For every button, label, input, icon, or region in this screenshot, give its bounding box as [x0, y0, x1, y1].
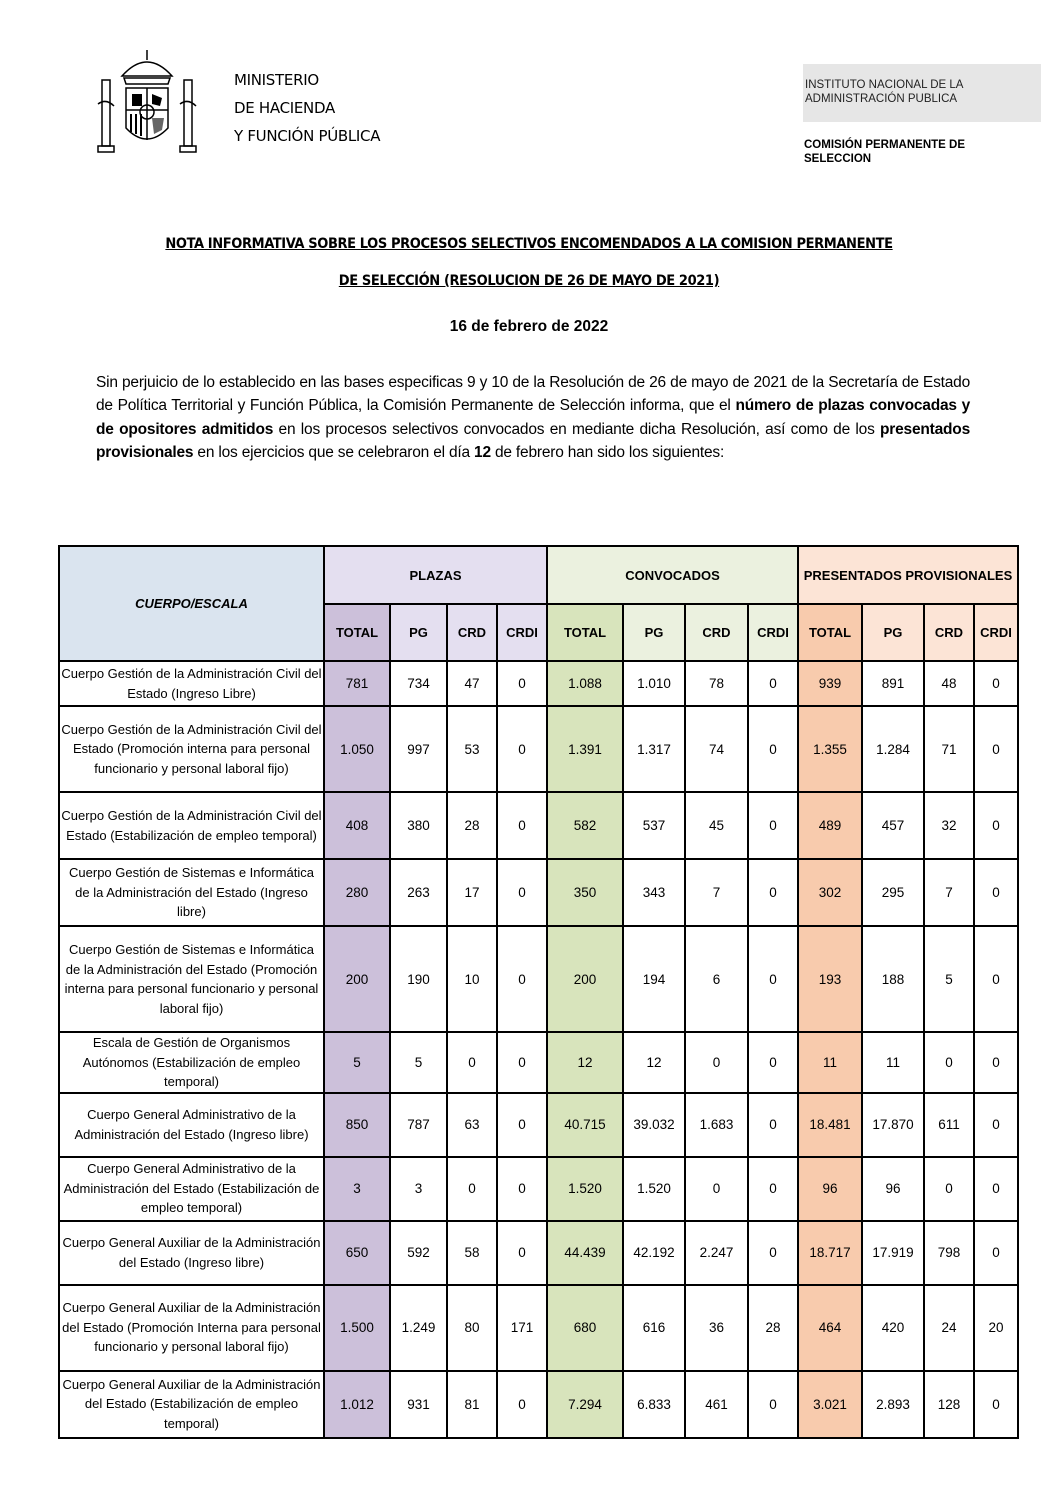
presentados-pg-cell: 295 [862, 859, 924, 926]
presentados-crdi-cell: 0 [974, 1032, 1018, 1093]
cuerpo-escala-cell: Escala de Gestión de Organismos Autónomos (Estabilización de empleo temporal) [59, 1032, 324, 1093]
table-row [59, 859, 1018, 926]
header-presentados-total: TOTAL [798, 604, 862, 661]
presentados-pg-cell: 1.284 [862, 706, 924, 792]
plazas-total-cell: 1.500 [324, 1285, 390, 1371]
presentados-crdi-cell: 0 [974, 859, 1018, 926]
presentados-crd-cell: 24 [924, 1285, 974, 1371]
convocados-pg-cell: 1.317 [623, 706, 685, 792]
header-convocados-crd: CRD [685, 604, 748, 661]
plazas-total-cell: 200 [324, 926, 390, 1032]
convocados-total-cell: 680 [547, 1285, 623, 1371]
presentados-crdi-cell: 0 [974, 1221, 1018, 1285]
convocados-crd-cell: 0 [685, 1157, 748, 1221]
presentados-crd-cell: 71 [924, 706, 974, 792]
presentados-total-cell: 939 [798, 661, 862, 706]
convocados-total-cell: 1.391 [547, 706, 623, 792]
plazas-crd-cell: 0 [447, 1032, 497, 1093]
institute-line-1: INSTITUTO NACIONAL DE LA [805, 79, 964, 91]
plazas-crdi-cell: 0 [497, 706, 547, 792]
presentados-crd-cell: 32 [924, 792, 974, 859]
presentados-pg-cell: 420 [862, 1285, 924, 1371]
intro-bold-2: presentados provisionales [96, 420, 970, 462]
plazas-crdi-cell: 171 [497, 1285, 547, 1371]
presentados-pg-cell: 2.893 [862, 1371, 924, 1438]
cuerpo-escala-cell: Cuerpo General Auxiliar de la Administración del Estado (Promoción Interna para personal funcionario y personal laboral fijo) [59, 1285, 324, 1371]
intro-paragraph [96, 371, 970, 465]
plazas-crdi-cell: 0 [497, 661, 547, 706]
convocados-crd-cell: 7 [685, 859, 748, 926]
plazas-total-cell: 5 [324, 1032, 390, 1093]
convocados-crdi-cell: 0 [748, 1221, 798, 1285]
ministry-line-2: DE HACIENDA [234, 99, 335, 117]
convocados-pg-cell: 343 [623, 859, 685, 926]
document-title-line-1: NOTA INFORMATIVA SOBRE LOS PROCESOS SELECTIVOS ENCOMENDADOS A LA COMISION PERMANENTE [165, 236, 893, 252]
header-plazas-total: TOTAL [324, 604, 390, 661]
presentados-crd-cell: 5 [924, 926, 974, 1032]
intro-bold-1: número de plazas convocadas y de opositores admitidos [96, 397, 970, 438]
presentados-crd-cell: 611 [924, 1093, 974, 1157]
presentados-total-cell: 11 [798, 1032, 862, 1093]
commission-name [804, 138, 965, 166]
convocados-crd-cell: 461 [685, 1371, 748, 1438]
presentados-crdi-cell: 0 [974, 661, 1018, 706]
institute-box [803, 64, 1041, 122]
convocados-total-cell: 582 [547, 792, 623, 859]
header-plazas-crdi: CRDI [497, 604, 547, 661]
convocados-crd-cell: 0 [685, 1032, 748, 1093]
convocados-pg-cell: 1.520 [623, 1157, 685, 1221]
plazas-crdi-cell: 0 [497, 1032, 547, 1093]
cuerpo-escala-cell: Cuerpo General Auxiliar de la Administración del Estado (Estabilización de empleo temporal) [59, 1371, 324, 1438]
presentados-pg-cell: 188 [862, 926, 924, 1032]
presentados-pg-cell: 891 [862, 661, 924, 706]
cuerpo-escala-cell: Cuerpo General Auxiliar de la Administración del Estado (Ingreso libre) [59, 1221, 324, 1285]
plazas-pg-cell: 3 [390, 1157, 447, 1221]
convocados-total-cell: 350 [547, 859, 623, 926]
plazas-crd-cell: 63 [447, 1093, 497, 1157]
header-presentados-pg: PG [862, 604, 924, 661]
convocados-crd-cell: 74 [685, 706, 748, 792]
table-row [59, 661, 1018, 706]
convocados-crdi-cell: 0 [748, 1032, 798, 1093]
header-group-presentados: PRESENTADOS PROVISIONALES [798, 546, 1018, 604]
convocados-crd-cell: 6 [685, 926, 748, 1032]
convocados-crdi-cell: 0 [748, 1157, 798, 1221]
header-presentados-crdi: CRDI [974, 604, 1018, 661]
ministry-line-3: Y FUNCIÓN PÚBLICA [234, 127, 381, 145]
header-plazas-pg: PG [390, 604, 447, 661]
document-title-line-2: DE SELECCIÓN (RESOLUCION DE 26 DE MAYO DE 2021) [338, 273, 720, 289]
cuerpo-escala-cell: Cuerpo Gestión de la Administración Civil del Estado (Ingreso Libre) [59, 661, 324, 706]
plazas-pg-cell: 263 [390, 859, 447, 926]
convocados-total-cell: 200 [547, 926, 623, 1032]
presentados-total-cell: 18.481 [798, 1093, 862, 1157]
presentados-crdi-cell: 20 [974, 1285, 1018, 1371]
ministry-line-1: MINISTERIO [234, 71, 319, 89]
plazas-crdi-cell: 0 [497, 1157, 547, 1221]
plazas-crd-cell: 10 [447, 926, 497, 1032]
table-row [59, 1221, 1018, 1285]
table-row [59, 792, 1018, 859]
plazas-crdi-cell: 0 [497, 859, 547, 926]
plazas-pg-cell: 997 [390, 706, 447, 792]
plazas-crd-cell: 0 [447, 1157, 497, 1221]
presentados-crd-cell: 798 [924, 1221, 974, 1285]
table-row [59, 1093, 1018, 1157]
institute-line-2: ADMINISTRACIÓN PUBLICA [805, 93, 958, 105]
convocados-pg-cell: 42.192 [623, 1221, 685, 1285]
header-group-convocados: CONVOCADOS [547, 546, 798, 604]
presentados-crd-cell: 7 [924, 859, 974, 926]
plazas-total-cell: 3 [324, 1157, 390, 1221]
plazas-pg-cell: 1.249 [390, 1285, 447, 1371]
plazas-total-cell: 850 [324, 1093, 390, 1157]
presentados-total-cell: 3.021 [798, 1371, 862, 1438]
ministry-name [234, 66, 380, 150]
plazas-crd-cell: 58 [447, 1221, 497, 1285]
plazas-pg-cell: 592 [390, 1221, 447, 1285]
cuerpo-escala-cell: Cuerpo Gestión de Sistemas e Informática de la Administración del Estado (Ingreso libre) [59, 859, 324, 926]
presentados-crd-cell: 0 [924, 1157, 974, 1221]
plazas-crd-cell: 47 [447, 661, 497, 706]
convocados-total-cell: 1.520 [547, 1157, 623, 1221]
convocados-crdi-cell: 0 [748, 859, 798, 926]
presentados-total-cell: 96 [798, 1157, 862, 1221]
presentados-crd-cell: 48 [924, 661, 974, 706]
table-row [59, 926, 1018, 1032]
convocados-crdi-cell: 0 [748, 1093, 798, 1157]
plazas-crdi-cell: 0 [497, 1093, 547, 1157]
plazas-crdi-cell: 0 [497, 1221, 547, 1285]
header-convocados-pg: PG [623, 604, 685, 661]
plazas-total-cell: 1.050 [324, 706, 390, 792]
header-group-plazas: PLAZAS [324, 546, 547, 604]
cuerpo-escala-cell: Cuerpo Gestión de Sistemas e Informática de la Administración del Estado (Promoción interna para personal funcionario y personal laboral fijo) [59, 926, 324, 1032]
cuerpo-escala-cell: Cuerpo General Administrativo de la Administración del Estado (Estabilización de empleo temporal) [59, 1157, 324, 1221]
presentados-crd-cell: 0 [924, 1032, 974, 1093]
convocados-total-cell: 1.088 [547, 661, 623, 706]
commission-line-1: COMISIÓN PERMANENTE DE [804, 139, 966, 151]
table-row [59, 1371, 1018, 1438]
presentados-total-cell: 302 [798, 859, 862, 926]
coat-of-arms-logo [92, 48, 202, 160]
intro-bold-3: 12 [474, 444, 491, 462]
convocados-pg-cell: 39.032 [623, 1093, 685, 1157]
convocados-crd-cell: 45 [685, 792, 748, 859]
convocados-total-cell: 12 [547, 1032, 623, 1093]
presentados-pg-cell: 17.919 [862, 1221, 924, 1285]
presentados-crdi-cell: 0 [974, 1157, 1018, 1221]
convocados-crdi-cell: 0 [748, 926, 798, 1032]
plazas-pg-cell: 5 [390, 1032, 447, 1093]
plazas-total-cell: 408 [324, 792, 390, 859]
plazas-crdi-cell: 0 [497, 792, 547, 859]
table-row [59, 1285, 1018, 1371]
plazas-pg-cell: 931 [390, 1371, 447, 1438]
intro-text-2: en los procesos selectivos convocados en mediante dicha Resolución, así como de los [273, 420, 881, 438]
presentados-total-cell: 489 [798, 792, 862, 859]
table-row [59, 1032, 1018, 1093]
presentados-pg-cell: 17.870 [862, 1093, 924, 1157]
presentados-crdi-cell: 0 [974, 1371, 1018, 1438]
table-row [59, 706, 1018, 792]
convocados-crd-cell: 2.247 [685, 1221, 748, 1285]
presentados-total-cell: 18.717 [798, 1221, 862, 1285]
header-cuerpo-escala: CUERPO/ESCALA [59, 546, 324, 661]
presentados-pg-cell: 457 [862, 792, 924, 859]
plazas-pg-cell: 380 [390, 792, 447, 859]
convocados-crd-cell: 36 [685, 1285, 748, 1371]
convocados-pg-cell: 194 [623, 926, 685, 1032]
intro-text-3: en los ejercicios que se celebraron el día [193, 444, 475, 462]
plazas-crd-cell: 17 [447, 859, 497, 926]
selection-process-table [58, 545, 1019, 1439]
presentados-pg-cell: 11 [862, 1032, 924, 1093]
commission-line-2: SELECCION [804, 153, 872, 165]
plazas-crd-cell: 81 [447, 1371, 497, 1438]
cuerpo-escala-cell: Cuerpo Gestión de la Administración Civil del Estado (Estabilización de empleo temporal) [59, 792, 324, 859]
header-presentados-crd: CRD [924, 604, 974, 661]
plazas-crdi-cell: 0 [497, 926, 547, 1032]
presentados-pg-cell: 96 [862, 1157, 924, 1221]
convocados-total-cell: 44.439 [547, 1221, 623, 1285]
table-row [59, 1157, 1018, 1221]
convocados-pg-cell: 537 [623, 792, 685, 859]
presentados-total-cell: 193 [798, 926, 862, 1032]
cuerpo-escala-cell: Cuerpo Gestión de la Administración Civil del Estado (Promoción interna para personal funcionario y personal laboral fijo) [59, 706, 324, 792]
convocados-pg-cell: 616 [623, 1285, 685, 1371]
plazas-total-cell: 1.012 [324, 1371, 390, 1438]
convocados-crd-cell: 78 [685, 661, 748, 706]
convocados-pg-cell: 6.833 [623, 1371, 685, 1438]
plazas-total-cell: 781 [324, 661, 390, 706]
header-plazas-crd: CRD [447, 604, 497, 661]
presentados-total-cell: 1.355 [798, 706, 862, 792]
presentados-crdi-cell: 0 [974, 1093, 1018, 1157]
plazas-pg-cell: 787 [390, 1093, 447, 1157]
convocados-pg-cell: 1.010 [623, 661, 685, 706]
plazas-crdi-cell: 0 [497, 1371, 547, 1438]
presentados-crdi-cell: 0 [974, 792, 1018, 859]
convocados-pg-cell: 12 [623, 1032, 685, 1093]
intro-text-4: de febrero han sido los siguientes: [490, 444, 725, 462]
presentados-total-cell: 464 [798, 1285, 862, 1371]
presentados-crdi-cell: 0 [974, 706, 1018, 792]
convocados-total-cell: 40.715 [547, 1093, 623, 1157]
convocados-crdi-cell: 0 [748, 706, 798, 792]
plazas-crd-cell: 53 [447, 706, 497, 792]
cuerpo-escala-cell: Cuerpo General Administrativo de la Administración del Estado (Ingreso libre) [59, 1093, 324, 1157]
header-convocados-total: TOTAL [547, 604, 623, 661]
convocados-crdi-cell: 0 [748, 661, 798, 706]
plazas-crd-cell: 80 [447, 1285, 497, 1371]
plazas-total-cell: 650 [324, 1221, 390, 1285]
convocados-total-cell: 7.294 [547, 1371, 623, 1438]
intro-text-1: Sin perjuicio de lo establecido en las bases especificas 9 y 10 de la Resolución de 26 de mayo de 2021 de la Secretaría de Estado de Política Territorial y Función Pública, la Comisión Permanente de Selección informa, que el [96, 374, 970, 415]
plazas-crd-cell: 28 [447, 792, 497, 859]
plazas-pg-cell: 734 [390, 661, 447, 706]
convocados-crdi-cell: 0 [748, 1371, 798, 1438]
plazas-total-cell: 280 [324, 859, 390, 926]
header-convocados-crdi: CRDI [748, 604, 798, 661]
presentados-crdi-cell: 0 [974, 926, 1018, 1032]
convocados-crd-cell: 1.683 [685, 1093, 748, 1157]
plazas-pg-cell: 190 [390, 926, 447, 1032]
presentados-crd-cell: 128 [924, 1371, 974, 1438]
convocados-crdi-cell: 0 [748, 792, 798, 859]
document-date: 16 de febrero de 2022 [449, 318, 609, 335]
convocados-crdi-cell: 28 [748, 1285, 798, 1371]
